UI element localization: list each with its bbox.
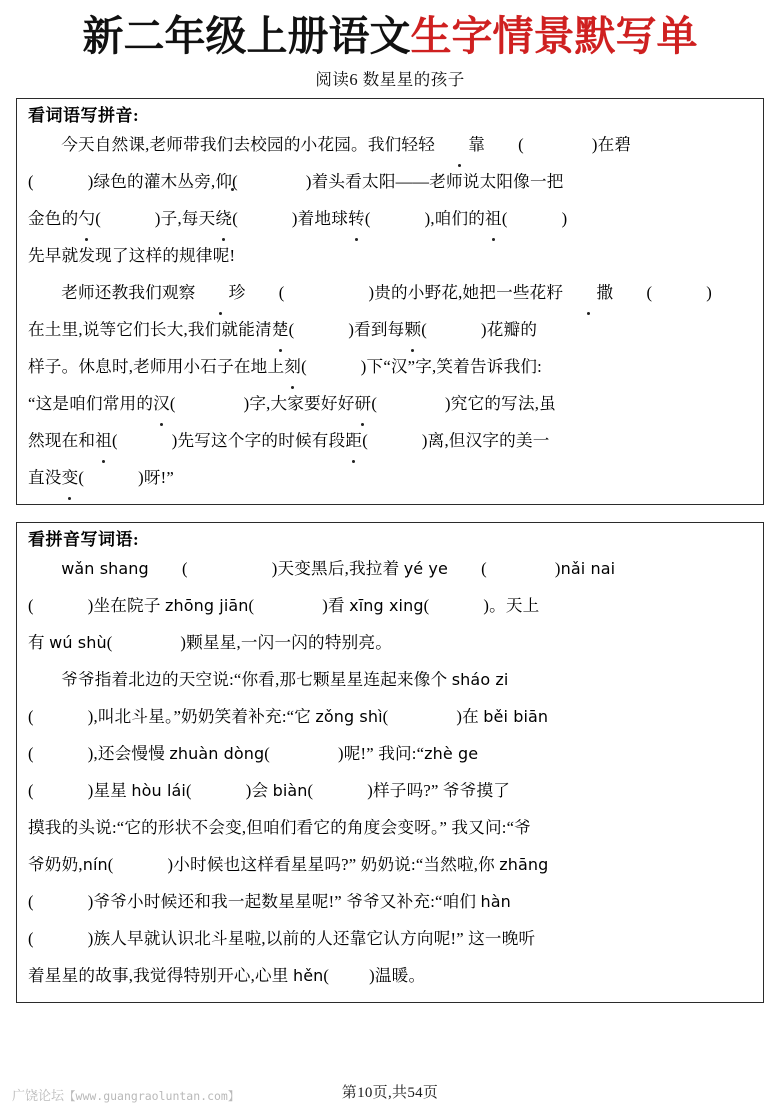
answer-blank[interactable]: ( ) bbox=[382, 707, 463, 727]
pinyin-text: wǎn shang bbox=[61, 559, 149, 579]
passage-text: 温暖。 bbox=[374, 966, 426, 986]
pinyin-text: zhāng bbox=[499, 855, 549, 875]
passage-text: 有 bbox=[28, 633, 50, 653]
exercise-line bbox=[28, 698, 752, 735]
answer-blank[interactable]: ( ) bbox=[264, 744, 344, 764]
page-title-black-part: 新二年级上册语文 bbox=[82, 13, 411, 59]
answer-blank[interactable]: ( ) bbox=[232, 209, 298, 229]
exercise-line bbox=[28, 237, 752, 274]
exercise-body bbox=[28, 126, 752, 496]
exercise-line bbox=[28, 348, 752, 385]
answer-blank[interactable]: ( ) bbox=[518, 135, 598, 155]
page-title bbox=[0, 14, 780, 60]
page-subtitle: 阅读6 数星星的孩子 bbox=[315, 69, 465, 89]
passage-text: 。天上 bbox=[489, 596, 540, 616]
exercise-body bbox=[28, 550, 752, 994]
emphasis-dotted-char: 祖 bbox=[485, 200, 502, 237]
passage-text: 字,大家要好好 bbox=[249, 394, 355, 414]
exercise-line bbox=[28, 200, 752, 237]
answer-blank[interactable]: ( ) bbox=[288, 320, 355, 340]
passage-text: 颗星星,一闪一闪的特别亮。 bbox=[186, 633, 393, 653]
passage-text: 下“汉”字,笑着告诉我们: bbox=[366, 357, 542, 377]
pinyin-text: hòu lái bbox=[131, 781, 186, 801]
passage-text: 绿色的灌木丛旁,仰 bbox=[93, 172, 233, 192]
answer-blank[interactable]: ( ) bbox=[28, 892, 94, 912]
exercise-line bbox=[28, 624, 752, 661]
passage-text: 坐在院子 bbox=[93, 596, 165, 616]
passage-text: “这是咱们常用的 bbox=[28, 394, 154, 414]
answer-blank[interactable]: ( ) bbox=[28, 172, 94, 192]
passage-text: 离,但汉字的美一 bbox=[427, 431, 550, 451]
exercise-line bbox=[28, 311, 752, 348]
exercise-line bbox=[28, 883, 752, 920]
exercise-line bbox=[28, 587, 752, 624]
answer-blank[interactable]: ( ) bbox=[78, 468, 144, 488]
passage-text: 在碧 bbox=[597, 135, 632, 155]
emphasis-dotted-char: 撒 bbox=[563, 274, 613, 311]
passage-text: ,叫北斗星。”奶奶笑着补充:“它 bbox=[93, 707, 316, 727]
emphasis-dotted-char: 距 bbox=[345, 422, 362, 459]
exercise-heading: 看拼音写词语: bbox=[28, 530, 140, 550]
pinyin-text: hěn bbox=[292, 966, 324, 986]
exercise-line bbox=[28, 957, 752, 994]
exercise-line bbox=[28, 550, 752, 587]
exercise-heading: 看词语写拼音: bbox=[28, 105, 140, 125]
emphasis-dotted-char: 勺 bbox=[78, 200, 95, 237]
exercise-line bbox=[28, 809, 752, 846]
answer-blank[interactable]: ( ) bbox=[364, 209, 431, 229]
answer-blank[interactable]: ( ) bbox=[421, 320, 487, 340]
answer-blank[interactable]: ( ) bbox=[28, 781, 94, 801]
pinyin-text: běi biān bbox=[483, 707, 549, 727]
exercise-line bbox=[28, 661, 752, 698]
exercise-line bbox=[28, 735, 752, 772]
pinyin-text: xīng xing bbox=[349, 596, 424, 616]
watermark-site-name: 广饶论坛 bbox=[12, 1088, 65, 1103]
watermark-site-url: 【www.guangraoluntan.com】 bbox=[64, 1089, 240, 1103]
passage-text: 今天自然课,老师带我们去校园的小花园。我们轻轻 bbox=[61, 135, 435, 155]
exercise-line bbox=[28, 459, 752, 496]
passage-text: 样子。休息时,老师用小石子在地上 bbox=[28, 357, 285, 377]
pinyin-text: biàn bbox=[272, 781, 308, 801]
emphasis-dotted-char: 转 bbox=[348, 200, 365, 237]
passage-text: 贵的小野花,她把一些花籽 bbox=[374, 283, 564, 303]
passage-text: 爷爷指着北边的天空说:“你看,那七颗星星连起来像个 bbox=[61, 670, 452, 690]
emphasis-dotted-char: 祖 bbox=[95, 422, 112, 459]
exercise-box-words-from-pinyin bbox=[16, 522, 764, 1003]
passage-text: 先早就发现了这样的规律呢! bbox=[28, 246, 236, 266]
answer-blank[interactable]: ( ) bbox=[362, 431, 428, 451]
passage-text: 样子吗?” 爷爷摸了 bbox=[373, 781, 511, 801]
exercise-line bbox=[28, 385, 752, 422]
answer-blank[interactable]: ( ) bbox=[646, 283, 712, 303]
exercise-line bbox=[28, 772, 752, 809]
pinyin-text: zhè ge bbox=[424, 744, 479, 764]
passage-text: 着星星的故事,我觉得特别开心,心里 bbox=[28, 966, 293, 986]
answer-blank[interactable]: ( ) bbox=[481, 559, 561, 579]
emphasis-dotted-char: 汉 bbox=[153, 385, 170, 422]
page-footer bbox=[0, 1077, 780, 1111]
emphasis-dotted-char: 刻 bbox=[284, 348, 301, 385]
passage-text: 在 bbox=[462, 707, 484, 727]
answer-blank[interactable]: ( ) bbox=[28, 596, 94, 616]
passage-text: ,咱们的 bbox=[430, 209, 486, 229]
passage-text: 会 bbox=[251, 781, 273, 801]
exercise-line bbox=[28, 846, 752, 883]
answer-blank[interactable]: ( ) bbox=[28, 744, 94, 764]
passage-text: 直没 bbox=[28, 468, 62, 488]
exercise-box-pinyin-from-words bbox=[16, 98, 764, 505]
exercise-line bbox=[28, 274, 752, 311]
answer-blank[interactable]: ( ) bbox=[323, 966, 375, 986]
pinyin-text: zhuàn dòng bbox=[169, 744, 265, 764]
answer-blank[interactable]: ( ) bbox=[301, 357, 367, 377]
answer-blank[interactable]: ( ) bbox=[95, 209, 161, 229]
emphasis-dotted-char: 绕 bbox=[215, 200, 232, 237]
passage-text: 在土里,说等它们长大,我们就能清 bbox=[28, 320, 272, 340]
passage-text: 呢!” 我问:“ bbox=[343, 744, 425, 764]
exercise-line bbox=[28, 163, 752, 200]
passage-text: 天变黑后,我拉着 bbox=[277, 559, 404, 579]
worksheet-page bbox=[0, 14, 780, 1117]
answer-blank[interactable]: ( ) bbox=[28, 929, 94, 949]
emphasis-dotted-char: 珍 bbox=[196, 274, 246, 311]
passage-text: 星星 bbox=[93, 781, 132, 801]
emphasis-dotted-char: 变 bbox=[62, 459, 79, 496]
pinyin-text: yé ye bbox=[403, 559, 448, 579]
answer-blank[interactable]: ( ) bbox=[248, 596, 329, 616]
answer-blank[interactable]: ( ) bbox=[423, 596, 490, 616]
passage-text: 摸我的头说:“它的形状不会变,但咱们看它的角度会变呀。” 我又问:“爷 bbox=[28, 818, 531, 838]
passage-text: 爷奶奶, bbox=[28, 855, 83, 875]
emphasis-dotted-char: 研 bbox=[355, 385, 372, 422]
answer-blank[interactable]: ( ) bbox=[307, 781, 374, 801]
emphasis-dotted-char: 颗 bbox=[404, 311, 421, 348]
pinyin-text: zhōng jiān bbox=[165, 596, 249, 616]
passage-text: 看 bbox=[328, 596, 350, 616]
passage-text: 爷爷小时候还和我一起数星星呢!” 爷爷又补充:“咱们 bbox=[93, 892, 481, 912]
pinyin-text: hàn bbox=[480, 892, 511, 912]
passage-text: 金色的 bbox=[28, 209, 79, 229]
passage-text: 究它的写法,虽 bbox=[450, 394, 556, 414]
passage-text: 小时候也这样看星星吗?” 奶奶说:“当然啦,你 bbox=[173, 855, 500, 875]
emphasis-dotted-char: 靠 bbox=[435, 126, 485, 163]
pinyin-text: nín bbox=[82, 855, 108, 875]
pinyin-text: nǎi nai bbox=[560, 559, 616, 579]
answer-blank[interactable]: ( ) bbox=[185, 781, 252, 801]
exercise-line bbox=[28, 422, 752, 459]
exercise-line bbox=[28, 920, 752, 957]
answer-blank[interactable]: ( ) bbox=[181, 559, 278, 579]
passage-text: ,还会慢慢 bbox=[93, 744, 170, 764]
answer-blank[interactable]: ( ) bbox=[107, 855, 174, 875]
page-number: 第10页,共54页 bbox=[341, 1085, 439, 1101]
emphasis-dotted-char: 楚 bbox=[272, 311, 289, 348]
answer-blank[interactable]: ( ) bbox=[278, 283, 375, 303]
answer-blank[interactable]: ( ) bbox=[501, 209, 568, 229]
passage-text: 呀!” bbox=[143, 468, 174, 488]
passage-text: 花瓣的 bbox=[486, 320, 538, 340]
page-title-red-part: 生字情景默写单 bbox=[410, 13, 698, 59]
passage-text: 子,每天 bbox=[160, 209, 216, 229]
answer-blank[interactable]: ( ) bbox=[371, 394, 451, 414]
exercise-line bbox=[28, 126, 752, 163]
passage-text: 先写这个字的时候有段 bbox=[177, 431, 346, 451]
passage-text: 然现在和 bbox=[28, 431, 96, 451]
passage-text: 看到每 bbox=[354, 320, 405, 340]
passage-text: 着头看太阳——老师说太阳像一把 bbox=[311, 172, 564, 192]
passage-text: 族人早就认识北斗星啦,以前的人还靠它认方向呢!” 这一晚听 bbox=[93, 929, 536, 949]
answer-blank[interactable]: ( ) bbox=[169, 394, 250, 414]
pinyin-text: sháo zi bbox=[451, 670, 509, 690]
answer-blank[interactable]: ( ) bbox=[111, 431, 178, 451]
answer-blank[interactable]: ( ) bbox=[232, 172, 312, 192]
answer-blank[interactable]: ( ) bbox=[28, 707, 94, 727]
passage-text: 老师还教我们观察 bbox=[61, 283, 196, 303]
answer-blank[interactable]: ( ) bbox=[106, 633, 187, 653]
pinyin-text: zǒng shì bbox=[315, 707, 383, 727]
passage-text: 着地球 bbox=[297, 209, 349, 229]
pinyin-text: wú shù bbox=[49, 633, 107, 653]
